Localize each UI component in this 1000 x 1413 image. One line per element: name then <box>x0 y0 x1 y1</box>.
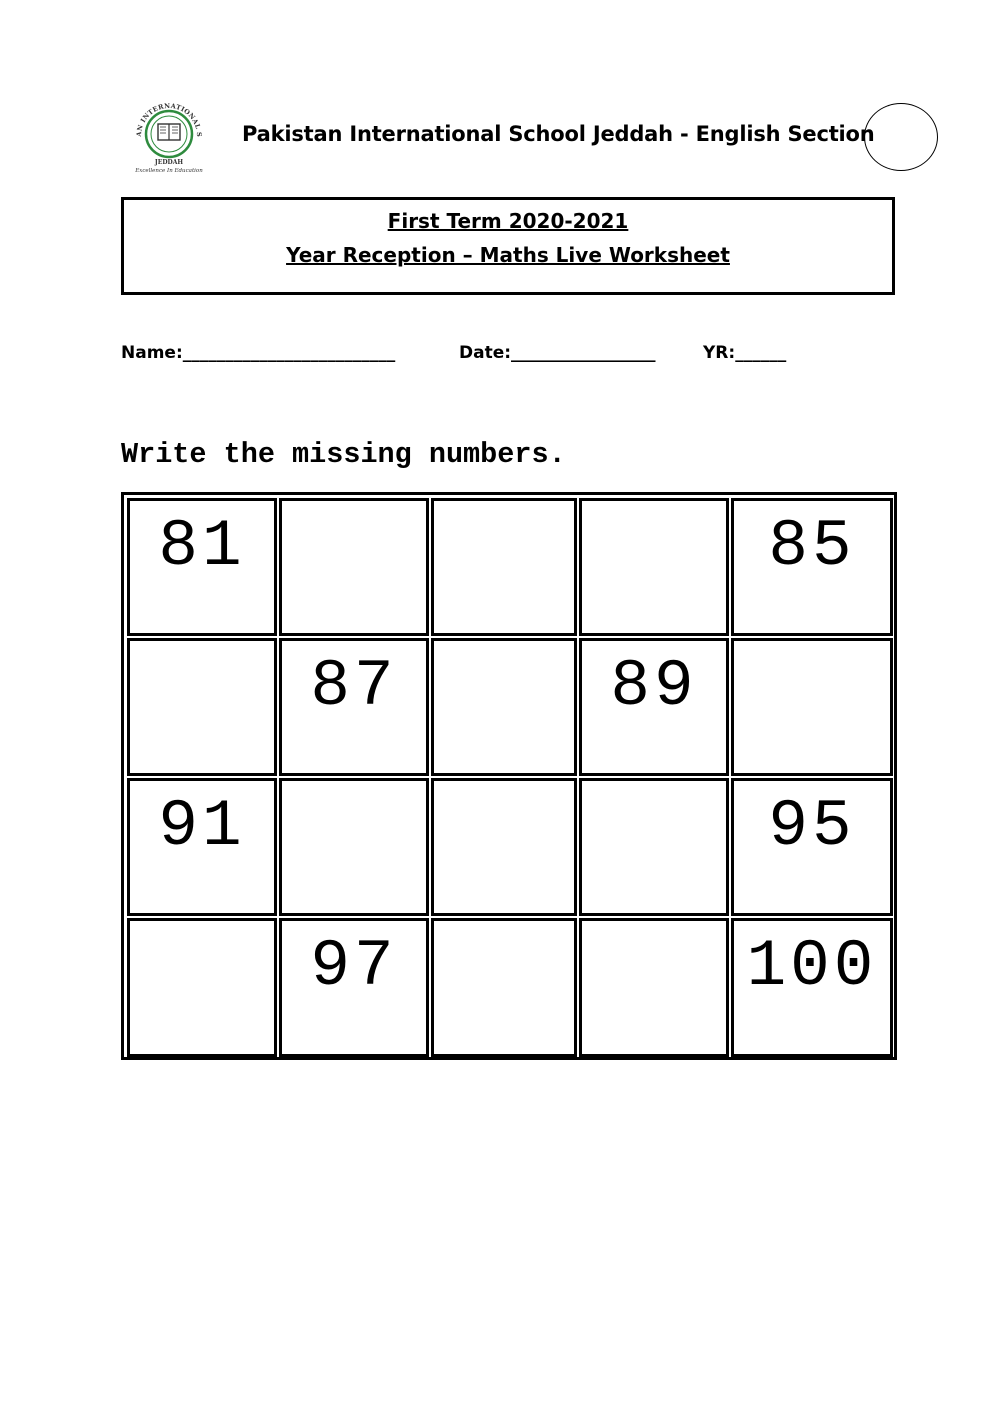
logo-bottom-text: JEDDAH <box>154 159 184 166</box>
grid-cell-r2-c2: 87 <box>279 638 429 776</box>
yr-field[interactable]: YR:______ <box>703 343 787 363</box>
school-logo <box>128 98 210 174</box>
grid-cell-r4-c4[interactable] <box>579 918 729 1057</box>
instruction-text: Write the missing numbers. <box>121 438 566 471</box>
grid-cell-r2-c5[interactable] <box>731 638 893 776</box>
grid-cell-r1-c5: 85 <box>731 498 893 636</box>
grid-cell-r3-c3[interactable] <box>431 778 577 916</box>
grid-cell-r3-c5: 95 <box>731 778 893 916</box>
grid-cell-r1-c1: 81 <box>127 498 277 636</box>
grid-cell-r2-c4: 89 <box>579 638 729 776</box>
corner-circle <box>864 103 938 171</box>
grid-cell-r4-c3[interactable] <box>431 918 577 1057</box>
grid-cell-r4-c5: 100 <box>731 918 893 1057</box>
term-title: First Term 2020-2021 <box>387 209 629 233</box>
number-grid <box>121 492 897 1060</box>
grid-cell-r1-c2[interactable] <box>279 498 429 636</box>
grid-cell-r2-c3[interactable] <box>431 638 577 776</box>
school-seal-icon <box>128 98 210 174</box>
grid-cell-r3-c2[interactable] <box>279 778 429 916</box>
grid-cell-r4-c2: 97 <box>279 918 429 1057</box>
grid-cell-r3-c1: 91 <box>127 778 277 916</box>
grid-cell-r1-c3[interactable] <box>431 498 577 636</box>
name-field[interactable]: Name:_________________________ <box>121 343 396 363</box>
grid-cell-r2-c1[interactable] <box>127 638 277 776</box>
logo-motto: Excellence In Education <box>135 168 203 174</box>
title-box <box>121 197 895 295</box>
grid-cell-r1-c4[interactable] <box>579 498 729 636</box>
school-name: Pakistan International School Jeddah - English Section <box>242 122 875 146</box>
worksheet-title: Year Reception – Maths Live Worksheet <box>286 243 730 267</box>
date-field[interactable]: Date:_________________ <box>459 343 656 363</box>
logo-ring-text: AN INTERNATIONAL S <box>134 101 204 138</box>
grid-cell-r3-c4[interactable] <box>579 778 729 916</box>
grid-cell-r4-c1[interactable] <box>127 918 277 1057</box>
